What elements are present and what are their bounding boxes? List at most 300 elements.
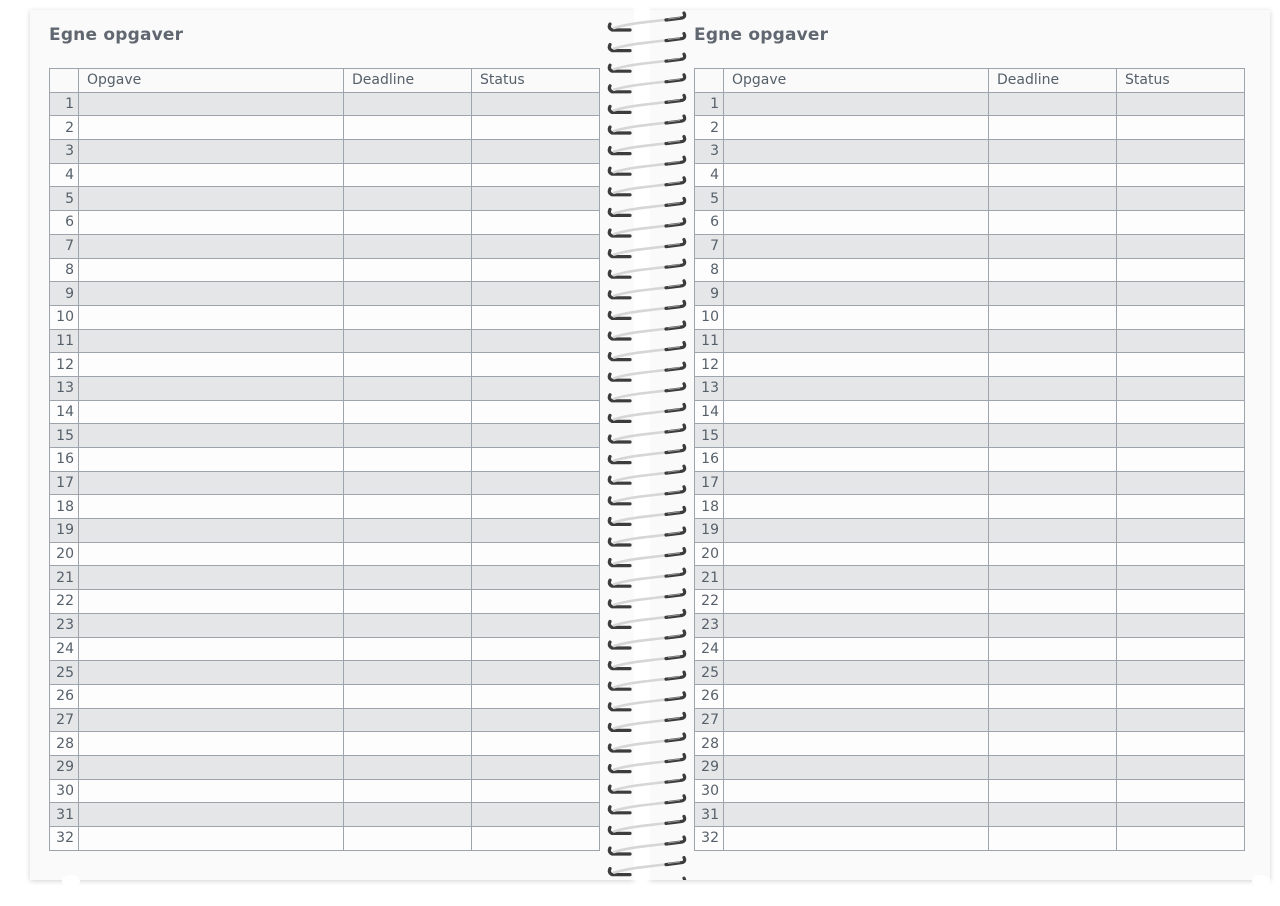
deadline-cell[interactable] (344, 234, 472, 258)
task-cell[interactable] (79, 637, 344, 661)
table-row (50, 732, 600, 756)
row-number: 26 (50, 684, 79, 708)
row-number: 11 (695, 329, 724, 353)
deadline-cell[interactable] (344, 732, 472, 756)
status-cell[interactable] (1117, 755, 1245, 779)
status-cell[interactable] (1117, 234, 1245, 258)
table-row (50, 708, 600, 732)
row-number: 10 (50, 305, 79, 329)
table-row (50, 755, 600, 779)
status-cell[interactable] (472, 590, 600, 614)
status-cell[interactable] (1117, 471, 1245, 495)
deadline-cell[interactable] (344, 779, 472, 803)
page-notch (62, 875, 80, 887)
table-row (50, 637, 600, 661)
task-cell[interactable] (79, 590, 344, 614)
status-cell[interactable] (472, 234, 600, 258)
deadline-cell[interactable] (344, 590, 472, 614)
table-row (695, 448, 1245, 472)
status-cell[interactable] (472, 376, 600, 400)
deadline-cell[interactable] (989, 329, 1117, 353)
table-row (695, 282, 1245, 306)
status-cell[interactable] (1117, 376, 1245, 400)
deadline-cell[interactable] (344, 92, 472, 116)
table-row (695, 732, 1245, 756)
row-number: 21 (50, 566, 79, 590)
page-title: Egne opgaver (49, 25, 184, 45)
status-cell[interactable] (1117, 661, 1245, 685)
task-cell[interactable] (79, 779, 344, 803)
deadline-cell[interactable] (989, 708, 1117, 732)
task-cell[interactable] (724, 353, 989, 377)
deadline-cell[interactable] (989, 471, 1117, 495)
task-cell[interactable] (79, 803, 344, 827)
status-cell[interactable] (472, 732, 600, 756)
deadline-cell[interactable] (344, 755, 472, 779)
status-cell[interactable] (1117, 282, 1245, 306)
header-opgave: Opgave (724, 69, 989, 93)
table-row (50, 613, 600, 637)
status-cell[interactable] (1117, 163, 1245, 187)
status-cell[interactable] (1117, 684, 1245, 708)
status-cell[interactable] (472, 755, 600, 779)
deadline-cell[interactable] (344, 353, 472, 377)
task-cell[interactable] (724, 329, 989, 353)
table-row (50, 566, 600, 590)
right-page (650, 10, 1270, 880)
row-number: 16 (50, 448, 79, 472)
deadline-cell[interactable] (989, 495, 1117, 519)
task-cell[interactable] (79, 258, 344, 282)
table-row (50, 140, 600, 164)
table-row (50, 305, 600, 329)
table-row (695, 542, 1245, 566)
task-cell[interactable] (724, 827, 989, 851)
deadline-cell[interactable] (989, 661, 1117, 685)
deadline-cell[interactable] (989, 163, 1117, 187)
table-row (695, 400, 1245, 424)
task-cell[interactable] (724, 566, 989, 590)
row-number: 29 (50, 755, 79, 779)
spiral-binding (600, 10, 696, 880)
task-cell[interactable] (724, 755, 989, 779)
status-cell[interactable] (472, 116, 600, 140)
status-cell[interactable] (472, 779, 600, 803)
row-number: 31 (50, 803, 79, 827)
table-row (695, 140, 1245, 164)
status-cell[interactable] (1117, 329, 1245, 353)
status-cell[interactable] (1117, 827, 1245, 851)
task-cell[interactable] (724, 613, 989, 637)
deadline-cell[interactable] (344, 495, 472, 519)
deadline-cell[interactable] (989, 448, 1117, 472)
task-cell[interactable] (724, 519, 989, 543)
deadline-cell[interactable] (989, 542, 1117, 566)
status-cell[interactable] (472, 827, 600, 851)
deadline-cell[interactable] (344, 163, 472, 187)
row-number: 28 (50, 732, 79, 756)
task-cell[interactable] (724, 732, 989, 756)
status-cell[interactable] (472, 353, 600, 377)
task-cell[interactable] (79, 755, 344, 779)
deadline-cell[interactable] (989, 211, 1117, 235)
table-row (695, 163, 1245, 187)
deadline-cell[interactable] (344, 827, 472, 851)
task-cell[interactable] (724, 376, 989, 400)
row-number: 1 (695, 92, 724, 116)
row-number: 29 (695, 755, 724, 779)
status-cell[interactable] (472, 803, 600, 827)
task-cell[interactable] (79, 140, 344, 164)
status-cell[interactable] (1117, 779, 1245, 803)
status-cell[interactable] (472, 163, 600, 187)
task-table (694, 68, 1245, 851)
table-row (50, 684, 600, 708)
table-row (695, 755, 1245, 779)
table-row (695, 471, 1245, 495)
task-cell[interactable] (724, 803, 989, 827)
table-row (695, 424, 1245, 448)
left-page (30, 10, 634, 880)
row-number: 3 (695, 140, 724, 164)
task-cell[interactable] (79, 329, 344, 353)
status-cell[interactable] (472, 92, 600, 116)
row-number: 31 (695, 803, 724, 827)
row-number: 4 (695, 163, 724, 187)
status-cell[interactable] (472, 305, 600, 329)
row-number: 6 (50, 211, 79, 235)
status-cell[interactable] (1117, 92, 1245, 116)
deadline-cell[interactable] (344, 661, 472, 685)
table-row (695, 637, 1245, 661)
task-cell[interactable] (79, 305, 344, 329)
status-cell[interactable] (1117, 187, 1245, 211)
deadline-cell[interactable] (989, 116, 1117, 140)
status-cell[interactable] (1117, 708, 1245, 732)
row-number: 23 (695, 613, 724, 637)
status-cell[interactable] (1117, 305, 1245, 329)
task-cell[interactable] (724, 684, 989, 708)
table-row (50, 803, 600, 827)
row-number: 4 (50, 163, 79, 187)
table-row (695, 187, 1245, 211)
status-cell[interactable] (1117, 140, 1245, 164)
deadline-cell[interactable] (344, 376, 472, 400)
status-cell[interactable] (472, 708, 600, 732)
deadline-cell[interactable] (989, 400, 1117, 424)
deadline-cell[interactable] (989, 827, 1117, 851)
task-cell[interactable] (79, 708, 344, 732)
task-cell[interactable] (79, 519, 344, 543)
table-row (50, 258, 600, 282)
deadline-cell[interactable] (989, 140, 1117, 164)
deadline-cell[interactable] (989, 376, 1117, 400)
task-cell[interactable] (79, 495, 344, 519)
table-row (695, 779, 1245, 803)
status-cell[interactable] (472, 424, 600, 448)
table-header-row (50, 69, 600, 93)
deadline-cell[interactable] (344, 637, 472, 661)
row-number: 5 (695, 187, 724, 211)
task-cell[interactable] (724, 424, 989, 448)
row-number: 10 (695, 305, 724, 329)
row-number: 20 (695, 542, 724, 566)
task-cell[interactable] (79, 613, 344, 637)
row-number: 16 (695, 448, 724, 472)
row-number: 3 (50, 140, 79, 164)
row-number: 30 (50, 779, 79, 803)
status-cell[interactable] (472, 282, 600, 306)
task-cell[interactable] (79, 92, 344, 116)
header-deadline: Deadline (989, 69, 1117, 93)
task-cell[interactable] (79, 116, 344, 140)
header-deadline: Deadline (344, 69, 472, 93)
row-number: 24 (695, 637, 724, 661)
task-cell[interactable] (724, 211, 989, 235)
status-cell[interactable] (1117, 803, 1245, 827)
deadline-cell[interactable] (989, 305, 1117, 329)
table-row (695, 495, 1245, 519)
status-cell[interactable] (1117, 732, 1245, 756)
deadline-cell[interactable] (989, 755, 1117, 779)
deadline-cell[interactable] (989, 282, 1117, 306)
status-cell[interactable] (472, 613, 600, 637)
status-cell[interactable] (1117, 542, 1245, 566)
table-row (50, 827, 600, 851)
table-row (695, 566, 1245, 590)
deadline-cell[interactable] (989, 779, 1117, 803)
task-cell[interactable] (724, 448, 989, 472)
deadline-cell[interactable] (344, 140, 472, 164)
status-cell[interactable] (472, 542, 600, 566)
task-cell[interactable] (79, 353, 344, 377)
deadline-cell[interactable] (989, 637, 1117, 661)
task-cell[interactable] (724, 187, 989, 211)
deadline-cell[interactable] (344, 708, 472, 732)
status-cell[interactable] (472, 519, 600, 543)
deadline-cell[interactable] (344, 282, 472, 306)
row-number: 13 (50, 376, 79, 400)
status-cell[interactable] (472, 566, 600, 590)
table-header-row (695, 69, 1245, 93)
deadline-cell[interactable] (989, 258, 1117, 282)
task-cell[interactable] (724, 590, 989, 614)
task-cell[interactable] (79, 424, 344, 448)
table-row (695, 590, 1245, 614)
row-number: 18 (50, 495, 79, 519)
task-cell[interactable] (724, 471, 989, 495)
table-row (50, 519, 600, 543)
status-cell[interactable] (472, 471, 600, 495)
deadline-cell[interactable] (344, 542, 472, 566)
header-number (695, 69, 724, 93)
row-number: 19 (695, 519, 724, 543)
status-cell[interactable] (472, 495, 600, 519)
task-cell[interactable] (724, 282, 989, 306)
deadline-cell[interactable] (989, 234, 1117, 258)
status-cell[interactable] (472, 637, 600, 661)
status-cell[interactable] (1117, 448, 1245, 472)
row-number: 23 (50, 613, 79, 637)
deadline-cell[interactable] (344, 566, 472, 590)
task-cell[interactable] (724, 163, 989, 187)
status-cell[interactable] (1117, 495, 1245, 519)
deadline-cell[interactable] (989, 613, 1117, 637)
task-cell[interactable] (79, 471, 344, 495)
status-cell[interactable] (472, 140, 600, 164)
row-number: 17 (695, 471, 724, 495)
task-cell[interactable] (79, 187, 344, 211)
table-row (50, 282, 600, 306)
row-number: 21 (695, 566, 724, 590)
deadline-cell[interactable] (344, 258, 472, 282)
task-cell[interactable] (724, 779, 989, 803)
task-cell[interactable] (724, 661, 989, 685)
row-number: 12 (695, 353, 724, 377)
status-cell[interactable] (1117, 637, 1245, 661)
task-cell[interactable] (724, 116, 989, 140)
deadline-cell[interactable] (989, 519, 1117, 543)
status-cell[interactable] (1117, 400, 1245, 424)
task-cell[interactable] (79, 376, 344, 400)
deadline-cell[interactable] (989, 803, 1117, 827)
status-cell[interactable] (472, 661, 600, 685)
task-cell[interactable] (79, 234, 344, 258)
table-row (695, 661, 1245, 685)
table-row (50, 187, 600, 211)
row-number: 13 (695, 376, 724, 400)
deadline-cell[interactable] (344, 116, 472, 140)
page-title: Egne opgaver (694, 25, 829, 45)
task-cell[interactable] (79, 827, 344, 851)
table-row (50, 376, 600, 400)
deadline-cell[interactable] (344, 187, 472, 211)
status-cell[interactable] (1117, 116, 1245, 140)
status-cell[interactable] (472, 684, 600, 708)
row-number: 24 (50, 637, 79, 661)
status-cell[interactable] (1117, 566, 1245, 590)
deadline-cell[interactable] (344, 684, 472, 708)
row-number: 15 (50, 424, 79, 448)
task-cell[interactable] (79, 400, 344, 424)
status-cell[interactable] (1117, 424, 1245, 448)
deadline-cell[interactable] (344, 424, 472, 448)
status-cell[interactable] (1117, 613, 1245, 637)
task-cell[interactable] (724, 637, 989, 661)
row-number: 2 (695, 116, 724, 140)
row-number: 27 (695, 708, 724, 732)
deadline-cell[interactable] (344, 305, 472, 329)
deadline-cell[interactable] (989, 566, 1117, 590)
deadline-cell[interactable] (989, 424, 1117, 448)
task-cell[interactable] (724, 140, 989, 164)
status-cell[interactable] (472, 187, 600, 211)
task-cell[interactable] (79, 282, 344, 306)
table-row (50, 92, 600, 116)
table-row (50, 234, 600, 258)
status-cell[interactable] (472, 211, 600, 235)
deadline-cell[interactable] (344, 400, 472, 424)
task-cell[interactable] (79, 732, 344, 756)
row-number: 14 (50, 400, 79, 424)
header-number (50, 69, 79, 93)
table-row (695, 827, 1245, 851)
deadline-cell[interactable] (989, 353, 1117, 377)
table-row (50, 400, 600, 424)
row-number: 8 (50, 258, 79, 282)
table-row (695, 234, 1245, 258)
row-number: 28 (695, 732, 724, 756)
task-cell[interactable] (724, 708, 989, 732)
task-cell[interactable] (79, 211, 344, 235)
task-cell[interactable] (79, 542, 344, 566)
table-row (50, 542, 600, 566)
status-cell[interactable] (472, 400, 600, 424)
task-cell[interactable] (724, 234, 989, 258)
row-number: 22 (695, 590, 724, 614)
deadline-cell[interactable] (344, 211, 472, 235)
status-cell[interactable] (1117, 211, 1245, 235)
task-cell[interactable] (79, 163, 344, 187)
task-cell[interactable] (79, 566, 344, 590)
task-cell[interactable] (724, 305, 989, 329)
task-cell[interactable] (724, 495, 989, 519)
deadline-cell[interactable] (344, 329, 472, 353)
status-cell[interactable] (472, 258, 600, 282)
deadline-cell[interactable] (989, 92, 1117, 116)
table-row (695, 684, 1245, 708)
task-cell[interactable] (79, 661, 344, 685)
header-status: Status (1117, 69, 1245, 93)
row-number: 30 (695, 779, 724, 803)
table-row (50, 661, 600, 685)
deadline-cell[interactable] (344, 613, 472, 637)
row-number: 32 (695, 827, 724, 851)
deadline-cell[interactable] (989, 732, 1117, 756)
table-row (50, 329, 600, 353)
status-cell[interactable] (1117, 353, 1245, 377)
task-cell[interactable] (79, 684, 344, 708)
status-cell[interactable] (1117, 590, 1245, 614)
table-row (50, 163, 600, 187)
task-cell[interactable] (79, 448, 344, 472)
row-number: 15 (695, 424, 724, 448)
status-cell[interactable] (472, 448, 600, 472)
deadline-cell[interactable] (344, 448, 472, 472)
deadline-cell[interactable] (344, 803, 472, 827)
deadline-cell[interactable] (989, 684, 1117, 708)
task-cell[interactable] (724, 400, 989, 424)
deadline-cell[interactable] (344, 519, 472, 543)
row-number: 12 (50, 353, 79, 377)
table-row (695, 305, 1245, 329)
status-cell[interactable] (1117, 258, 1245, 282)
row-number: 25 (50, 661, 79, 685)
deadline-cell[interactable] (989, 590, 1117, 614)
page-notch (1252, 875, 1270, 887)
table-row (50, 590, 600, 614)
row-number: 11 (50, 329, 79, 353)
task-cell[interactable] (724, 92, 989, 116)
deadline-cell[interactable] (989, 187, 1117, 211)
deadline-cell[interactable] (344, 471, 472, 495)
table-row (695, 353, 1245, 377)
status-cell[interactable] (472, 329, 600, 353)
task-cell[interactable] (724, 258, 989, 282)
task-cell[interactable] (724, 542, 989, 566)
row-number: 32 (50, 827, 79, 851)
status-cell[interactable] (1117, 519, 1245, 543)
